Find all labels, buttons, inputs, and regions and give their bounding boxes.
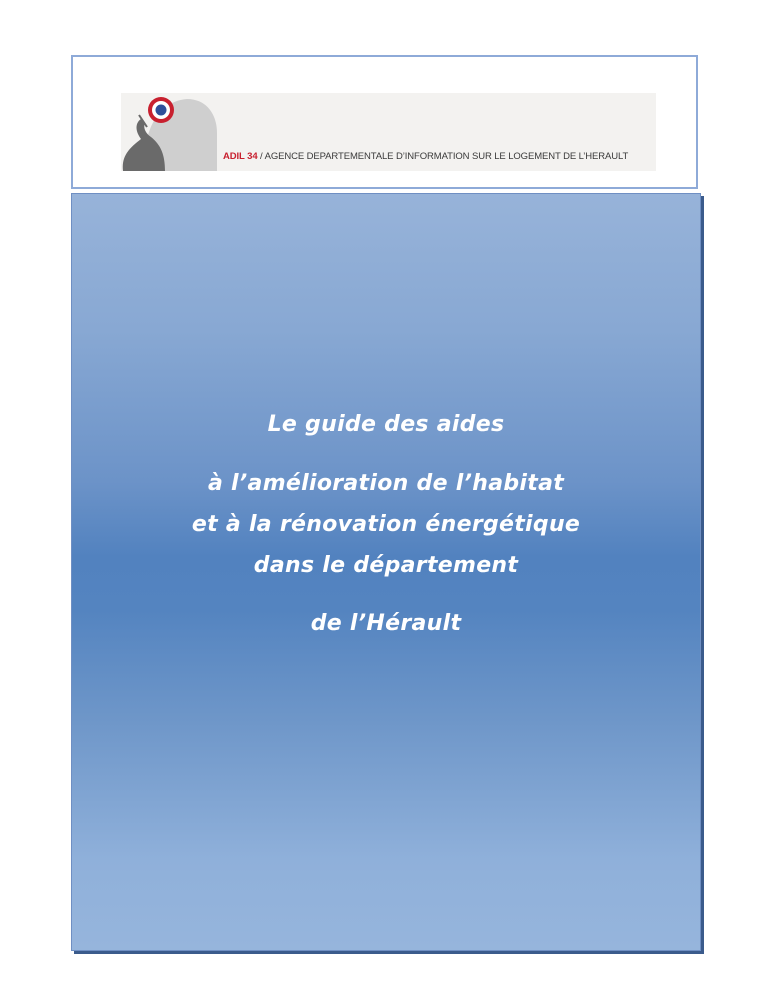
title-line-5: de l’Hérault (310, 611, 462, 636)
agency-full-name: / AGENCE DEPARTEMENTALE D’INFORMATION SUR LE LOGEMENT DE L’HERAULT (257, 151, 629, 162)
agency-acronym: ADIL 34 (223, 151, 258, 162)
title-line-1: Le guide des aides (267, 412, 505, 437)
title-line-4: dans le département (253, 553, 519, 578)
header-frame (71, 55, 698, 189)
title-line-2: à l’amélioration de l’habitat (207, 471, 565, 496)
adil-logo (121, 93, 656, 171)
agency-name (223, 151, 628, 162)
rooster-logo-icon (121, 93, 217, 171)
title-line-3: et à la rénovation énergétique (191, 512, 581, 537)
cover-panel (71, 193, 701, 951)
